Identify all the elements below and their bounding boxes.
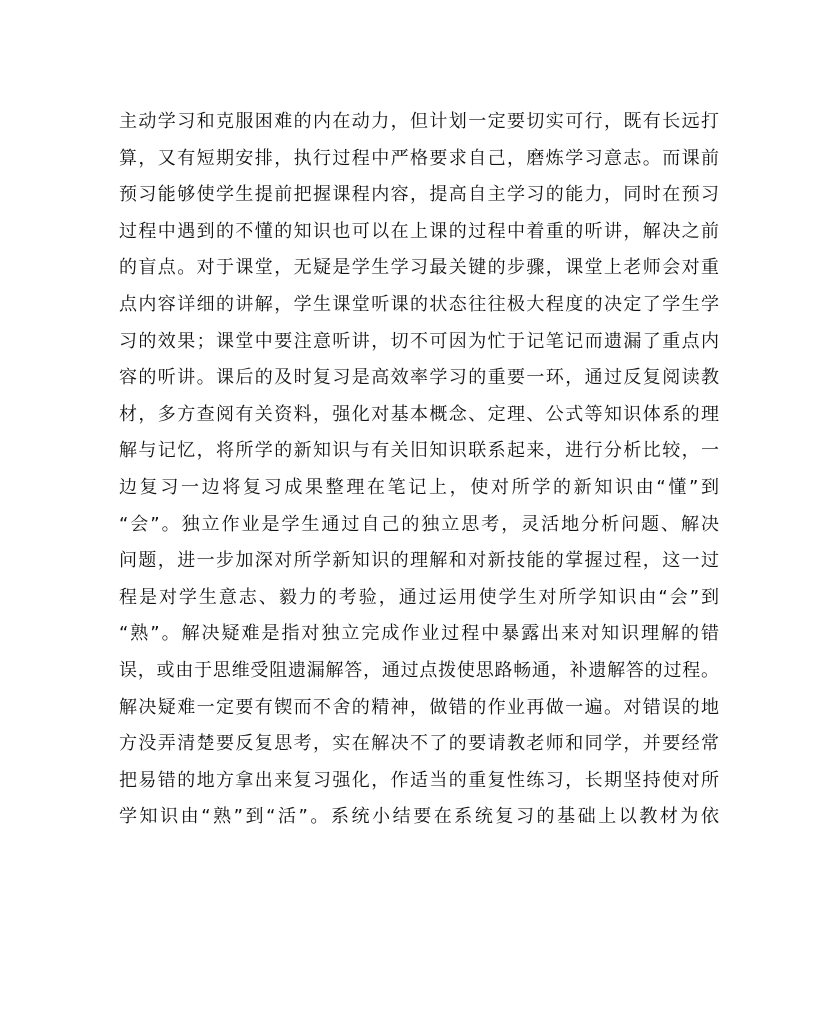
text-line: 程是对学生意志、毅力的考验，通过运用使学生对所学知识由“会”到 [119,586,719,608]
text-line: 误，或由于思维受阻遗漏解答，通过点拨使思路畅通，补遗解答的过程。 [119,659,719,681]
text-line: 解与记忆，将所学的新知识与有关旧知识联系起来，进行分析比较，一 [119,440,719,462]
text-line: 把易错的地方拿出来复习强化，作适当的重复性练习，长期坚持使对所 [119,769,719,791]
text-line: 材，多方查阅有关资料，强化对基本概念、定理、公式等知识体系的理 [119,403,719,425]
text-line: 问题，进一步加深对所学新知识的理解和对新技能的掌握过程，这一过 [119,550,719,572]
text-line: 边复习一边将复习成果整理在笔记上，使对所学的新知识由“懂”到 [119,476,719,498]
body-paragraph [119,104,719,836]
text-line: 过程中遇到的不懂的知识也可以在上课的过程中着重的听讲，解决之前 [119,220,719,242]
text-line: 算，又有短期安排，执行过程中严格要求自己，磨炼学习意志。而课前 [119,147,719,169]
text-line: 预习能够使学生提前把握课程内容，提高自主学习的能力，同时在预习 [119,184,719,206]
text-line: 容的听讲。课后的及时复习是高效率学习的重要一环，通过反复阅读教 [119,367,719,389]
text-line: “熟”。解决疑难是指对独立完成作业过程中暴露出来对知识理解的错 [119,623,719,645]
text-line: 点内容详细的讲解，学生课堂听课的状态往往极大程度的决定了学生学 [119,293,719,315]
text-line: 方没弄清楚要反复思考，实在解决不了的要请教老师和同学，并要经常 [119,733,719,755]
text-line: 解决疑难一定要有锲而不舍的精神，做错的作业再做一遍。对错误的地 [119,696,719,718]
text-line: 学知识由“熟”到“活”。系统小结要在系统复习的基础上以教材为依 [119,806,719,828]
text-line: 习的效果；课堂中要注意听讲，切不可因为忙于记笔记而遗漏了重点内 [119,330,719,352]
text-line: “会”。独立作业是学生通过自己的独立思考，灵活地分析问题、解决 [119,513,719,535]
text-line: 的盲点。对于课堂，无疑是学生学习最关键的步骤，课堂上老师会对重 [119,257,719,279]
text-line: 主动学习和克服困难的内在动力，但计划一定要切实可行，既有长远打 [119,111,719,132]
